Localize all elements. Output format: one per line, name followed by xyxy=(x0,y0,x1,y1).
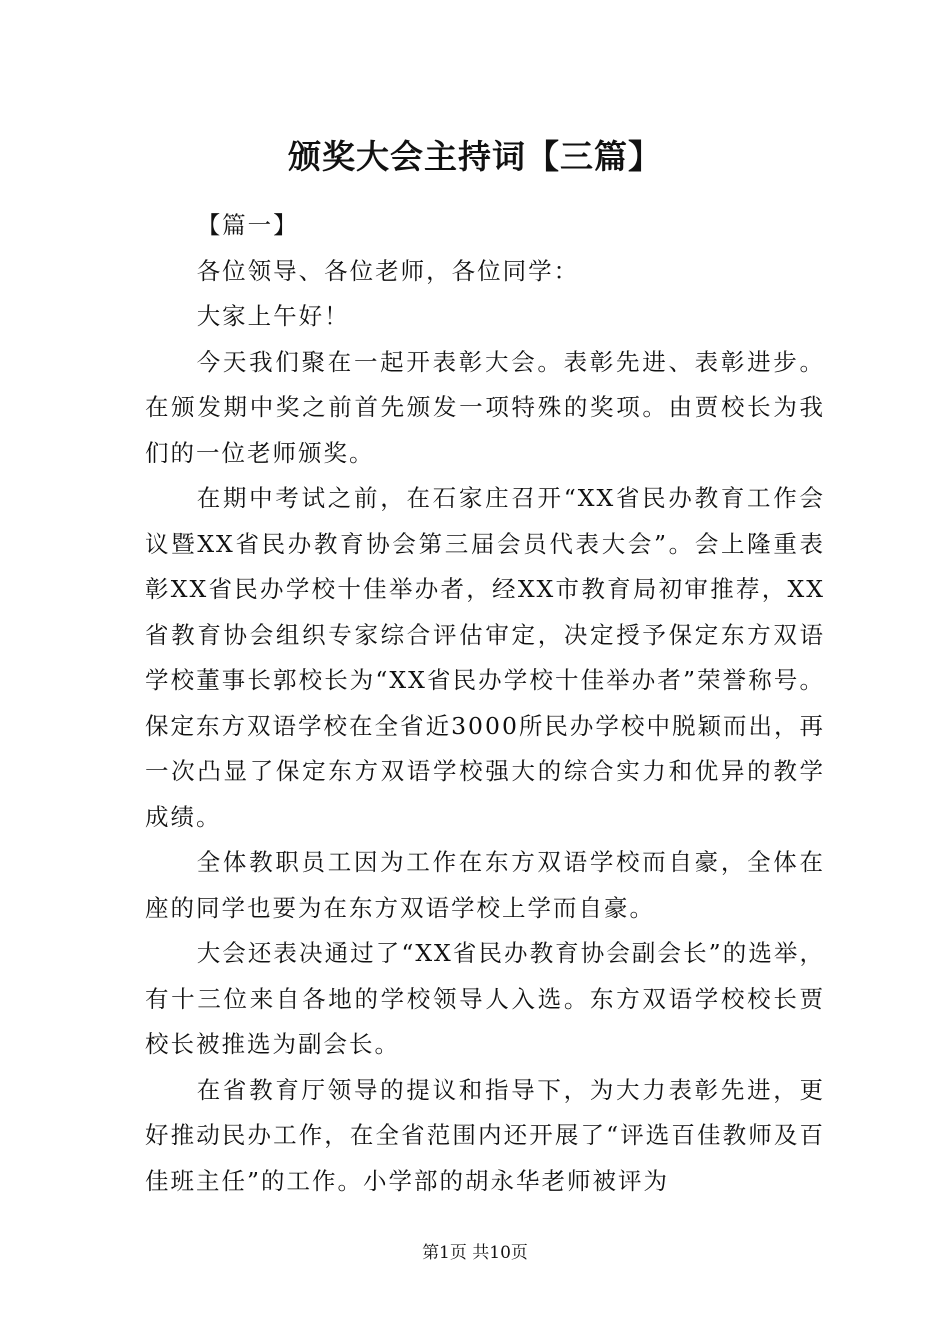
paragraph: 大会还表决通过了“XX省民办教育协会副会长”的选举，有十三位来自各地的学校领导人入选。东方双语学校校长贾校长被推选为副会长。 xyxy=(145,939,825,1058)
section-heading: 【篇一】 xyxy=(196,211,299,239)
document-body xyxy=(145,203,825,1204)
paragraph: 全体教职员工因为工作在东方双语学校而自豪，全体在座的同学也要为在东方双语学校上学而自豪。 xyxy=(145,848,825,922)
greeting: 大家上午好！ xyxy=(196,302,350,330)
paragraph: 今天我们聚在一起开表彰大会。表彰先进、表彰进步。在颁发期中奖之前首先颁发一项特殊的奖项。由贾校长为我们的一位老师颁奖。 xyxy=(145,347,825,467)
paragraph: 在期中考试之前，在石家庄召开“XX省民办教育工作会议暨XX省民办教育协会第三届会员代表大会”。会上隆重表彰XX省民办学校十佳举办者，经XX市教育局初审推荐，XX省教育协会组织专家综合评估审定，决定授予保定东方双语学校董事长郭校长为“XX省民办学校十佳举办者”荣誉称号。保定东方双语学校在全省近3000所民办学校中脱颖而出，再一次凸显了保定东方双语学校强大的综合实力和优异的教学成绩。 xyxy=(145,484,825,831)
salutation: 各位领导、各位老师，各位同学： xyxy=(196,256,580,285)
document-title: 颁奖大会主持词【三篇】 xyxy=(288,137,662,176)
paragraph: 在省教育厅领导的提议和指导下，为大力表彰先进，更好推动民办工作，在全省范围内还开展了“评选百佳教师及百佳班主任”的工作。小学部的胡永华老师被评为 xyxy=(145,1075,825,1195)
page-footer: 第1页 共10页 xyxy=(422,1243,528,1263)
